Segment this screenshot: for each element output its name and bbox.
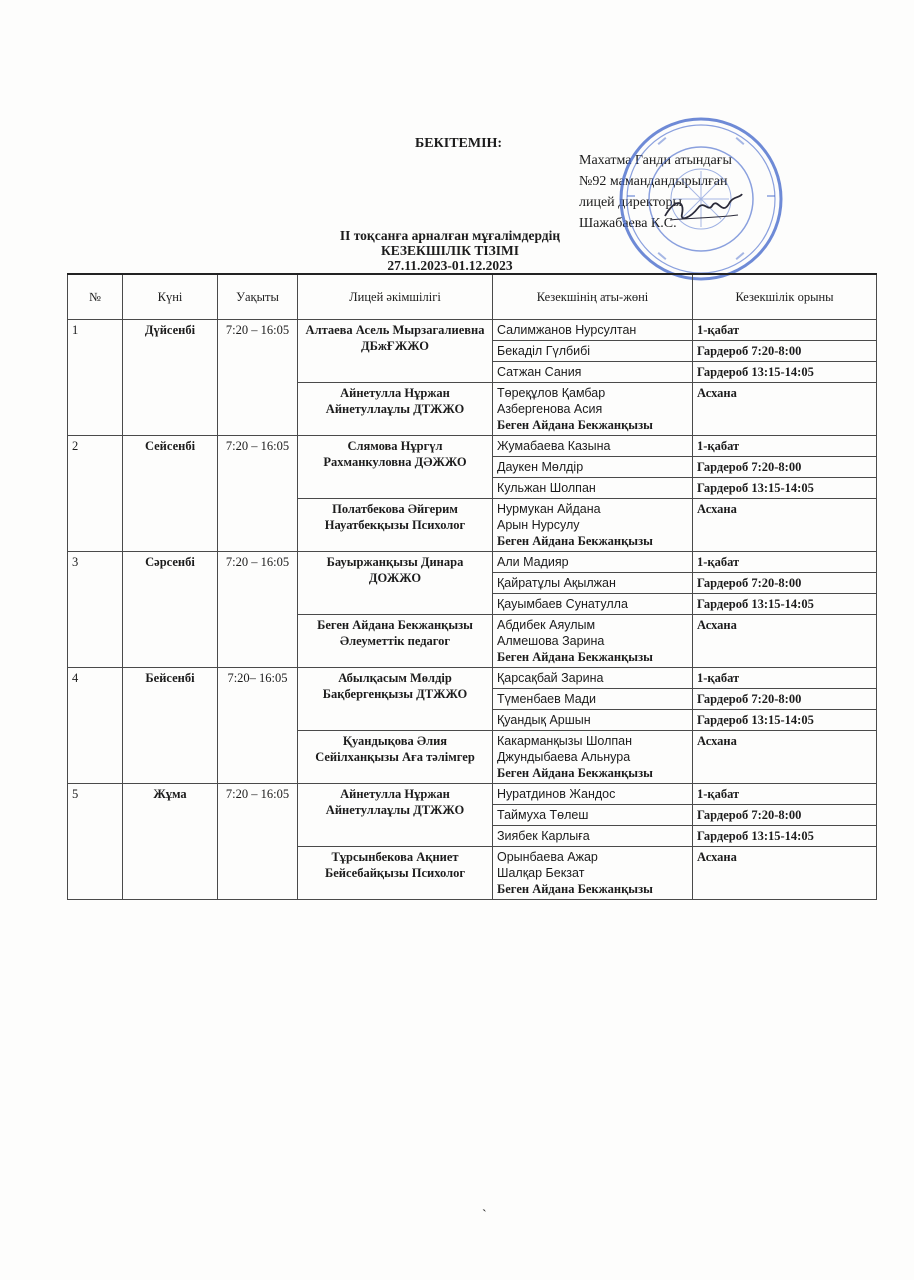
header-day: Күні bbox=[123, 274, 218, 320]
table-row bbox=[68, 436, 877, 457]
title-line-1: ІІ тоқсанға арналған мұғалімдердің bbox=[339, 228, 561, 243]
day-name: Сейсенбі bbox=[123, 436, 218, 552]
title-line-3: 27.11.2023-01.12.2023 bbox=[387, 258, 513, 273]
header-time: Уақыты bbox=[218, 274, 298, 320]
day-number: 1 bbox=[68, 320, 123, 436]
duty-time: 7:20 – 16:05 bbox=[218, 320, 298, 436]
day-number: 2 bbox=[68, 436, 123, 552]
duty-teacher: Алмешова Зарина bbox=[497, 634, 605, 648]
duty-place: Гардероб 13:15-14:05 bbox=[693, 826, 877, 847]
director-line: Махатма Ганди атындағы bbox=[579, 153, 732, 168]
duty-teacher: Орынбаева Ажар bbox=[497, 850, 598, 864]
duty-teacher: Шалқар Бекзат bbox=[497, 866, 585, 880]
administrator: Айнетулла Нұржан Айнетуллаұлы ДТЖЖО bbox=[298, 784, 493, 847]
duty-teacher: Қуандық Аршын bbox=[493, 710, 693, 731]
day-number: 4 bbox=[68, 668, 123, 784]
duty-teacher: Даукен Мөлдір bbox=[493, 457, 693, 478]
administrator: Полатбекова Әйгерим Науатбекқызы Психолог bbox=[298, 499, 493, 552]
duty-time: 7:20 – 16:05 bbox=[218, 552, 298, 668]
duty-teacher: Беген Айдана Бекжанқызы bbox=[497, 418, 653, 432]
duty-schedule-table bbox=[67, 273, 877, 900]
director-line: №92 мамандандырылған bbox=[579, 174, 728, 189]
canteen-duty-group bbox=[493, 499, 693, 552]
duty-place: 1-қабат bbox=[693, 668, 877, 689]
duty-teacher: Нурмукан Айдана bbox=[497, 502, 601, 516]
duty-teacher: Қарсақбай Зарина bbox=[493, 668, 693, 689]
duty-teacher: Сатжан Сания bbox=[493, 362, 693, 383]
duty-place: Асхана bbox=[693, 499, 877, 552]
administrator: Айнетулла Нұржан Айнетуллаұлы ДТЖЖО bbox=[298, 383, 493, 436]
duty-place: 1-қабат bbox=[693, 552, 877, 573]
duty-time: 7:20– 16:05 bbox=[218, 668, 298, 784]
director-line: лицей директоры bbox=[579, 195, 682, 210]
day-number: 5 bbox=[68, 784, 123, 900]
duty-place: Гардероб 13:15-14:05 bbox=[693, 362, 877, 383]
duty-place: Гардероб 7:20-8:00 bbox=[693, 805, 877, 826]
table-header-row bbox=[68, 274, 877, 320]
duty-teacher: Түменбаев Мади bbox=[493, 689, 693, 710]
administrator: Алтаева Асель Мырзагалиевна ДБжҒЖЖО bbox=[298, 320, 493, 383]
administrator: Тұрсынбекова Ақниет Бейсебайқызы Психолог bbox=[298, 847, 493, 900]
duty-teacher: Абдибек Аяулым bbox=[497, 618, 596, 632]
duty-place: Асхана bbox=[693, 847, 877, 900]
duty-teacher: Қауымбаев Сунатулла bbox=[493, 594, 693, 615]
day-name: Жұма bbox=[123, 784, 218, 900]
table-row bbox=[68, 320, 877, 341]
director-signature bbox=[660, 188, 745, 228]
duty-place: Гардероб 7:20-8:00 bbox=[693, 457, 877, 478]
duty-place: 1-қабат bbox=[693, 320, 877, 341]
table-row bbox=[68, 668, 877, 689]
duty-teacher: Бекаділ Гүлбибі bbox=[493, 341, 693, 362]
header-duty-place: Кезекшілік орыны bbox=[693, 274, 877, 320]
duty-teacher: Таймуха Төлеш bbox=[493, 805, 693, 826]
administrator: Абылқасым Мөлдір Бақбергенқызы ДТЖЖО bbox=[298, 668, 493, 731]
administrator: Слямова Нұргүл Рахманкуловна ДӘЖЖО bbox=[298, 436, 493, 499]
duty-teacher: Али Мадияр bbox=[493, 552, 693, 573]
duty-teacher: Қайратұлы Ақылжан bbox=[493, 573, 693, 594]
day-name: Бейсенбі bbox=[123, 668, 218, 784]
duty-teacher: Беген Айдана Бекжанқызы bbox=[497, 650, 653, 664]
canteen-duty-group bbox=[493, 731, 693, 784]
footer-mark: ` bbox=[482, 1208, 487, 1223]
table-row bbox=[68, 552, 877, 573]
canteen-duty-group bbox=[493, 615, 693, 668]
duty-place: Асхана bbox=[693, 615, 877, 668]
duty-teacher: Кульжан Шолпан bbox=[493, 478, 693, 499]
duty-teacher: Какарманқызы Шолпан bbox=[497, 734, 633, 748]
duty-teacher: Азбергенова Асия bbox=[497, 402, 603, 416]
administrator: Бауыржанқызы Динара ДОЖЖО bbox=[298, 552, 493, 615]
duty-teacher: Джундыбаева Альнура bbox=[497, 750, 631, 764]
header-administration: Лицей әкімшілігі bbox=[298, 274, 493, 320]
canteen-duty-group bbox=[493, 383, 693, 436]
duty-teacher: Нуратдинов Жандос bbox=[493, 784, 693, 805]
duty-teacher: Беген Айдана Бекжанқызы bbox=[497, 534, 653, 548]
duty-place: Асхана bbox=[693, 383, 877, 436]
canteen-duty-group bbox=[493, 847, 693, 900]
duty-place: Гардероб 7:20-8:00 bbox=[693, 689, 877, 710]
duty-place: Асхана bbox=[693, 731, 877, 784]
document-title-block bbox=[300, 228, 600, 273]
header-number: № bbox=[68, 274, 123, 320]
title-line-2: КЕЗЕКШІЛІК ТІЗІМІ bbox=[380, 243, 520, 258]
administrator: Беген Айдана Бекжанқызы Әлеуметтік педагог bbox=[298, 615, 493, 668]
duty-teacher: Жумабаева Казына bbox=[493, 436, 693, 457]
day-name: Дүйсенбі bbox=[123, 320, 218, 436]
duty-place: 1-қабат bbox=[693, 784, 877, 805]
duty-place: Гардероб 13:15-14:05 bbox=[693, 594, 877, 615]
duty-teacher: Беген Айдана Бекжанқызы bbox=[497, 882, 653, 896]
header-duty-teacher: Кезекшінің аты-жөні bbox=[493, 274, 693, 320]
approval-heading: БЕКІТЕМІН: bbox=[415, 136, 503, 151]
duty-time: 7:20 – 16:05 bbox=[218, 784, 298, 900]
duty-place: Гардероб 7:20-8:00 bbox=[693, 573, 877, 594]
director-line: Шажабаева К.С. bbox=[579, 216, 677, 231]
duty-teacher: Салимжанов Нурсултан bbox=[493, 320, 693, 341]
table-row bbox=[68, 784, 877, 805]
duty-place: 1-қабат bbox=[693, 436, 877, 457]
duty-place: Гардероб 13:15-14:05 bbox=[693, 478, 877, 499]
duty-teacher: Төреқұлов Қамбар bbox=[497, 386, 606, 400]
administrator: Қуандықова Әлия Сейілханқызы Аға тәлімгер bbox=[298, 731, 493, 784]
duty-teacher: Арын Нурсулу bbox=[497, 518, 580, 532]
duty-place: Гардероб 7:20-8:00 bbox=[693, 341, 877, 362]
duty-teacher: Зиябек Карлыға bbox=[493, 826, 693, 847]
duty-time: 7:20 – 16:05 bbox=[218, 436, 298, 552]
day-number: 3 bbox=[68, 552, 123, 668]
duty-teacher: Беген Айдана Бекжанқызы bbox=[497, 766, 653, 780]
day-name: Сәрсенбі bbox=[123, 552, 218, 668]
duty-place: Гардероб 13:15-14:05 bbox=[693, 710, 877, 731]
